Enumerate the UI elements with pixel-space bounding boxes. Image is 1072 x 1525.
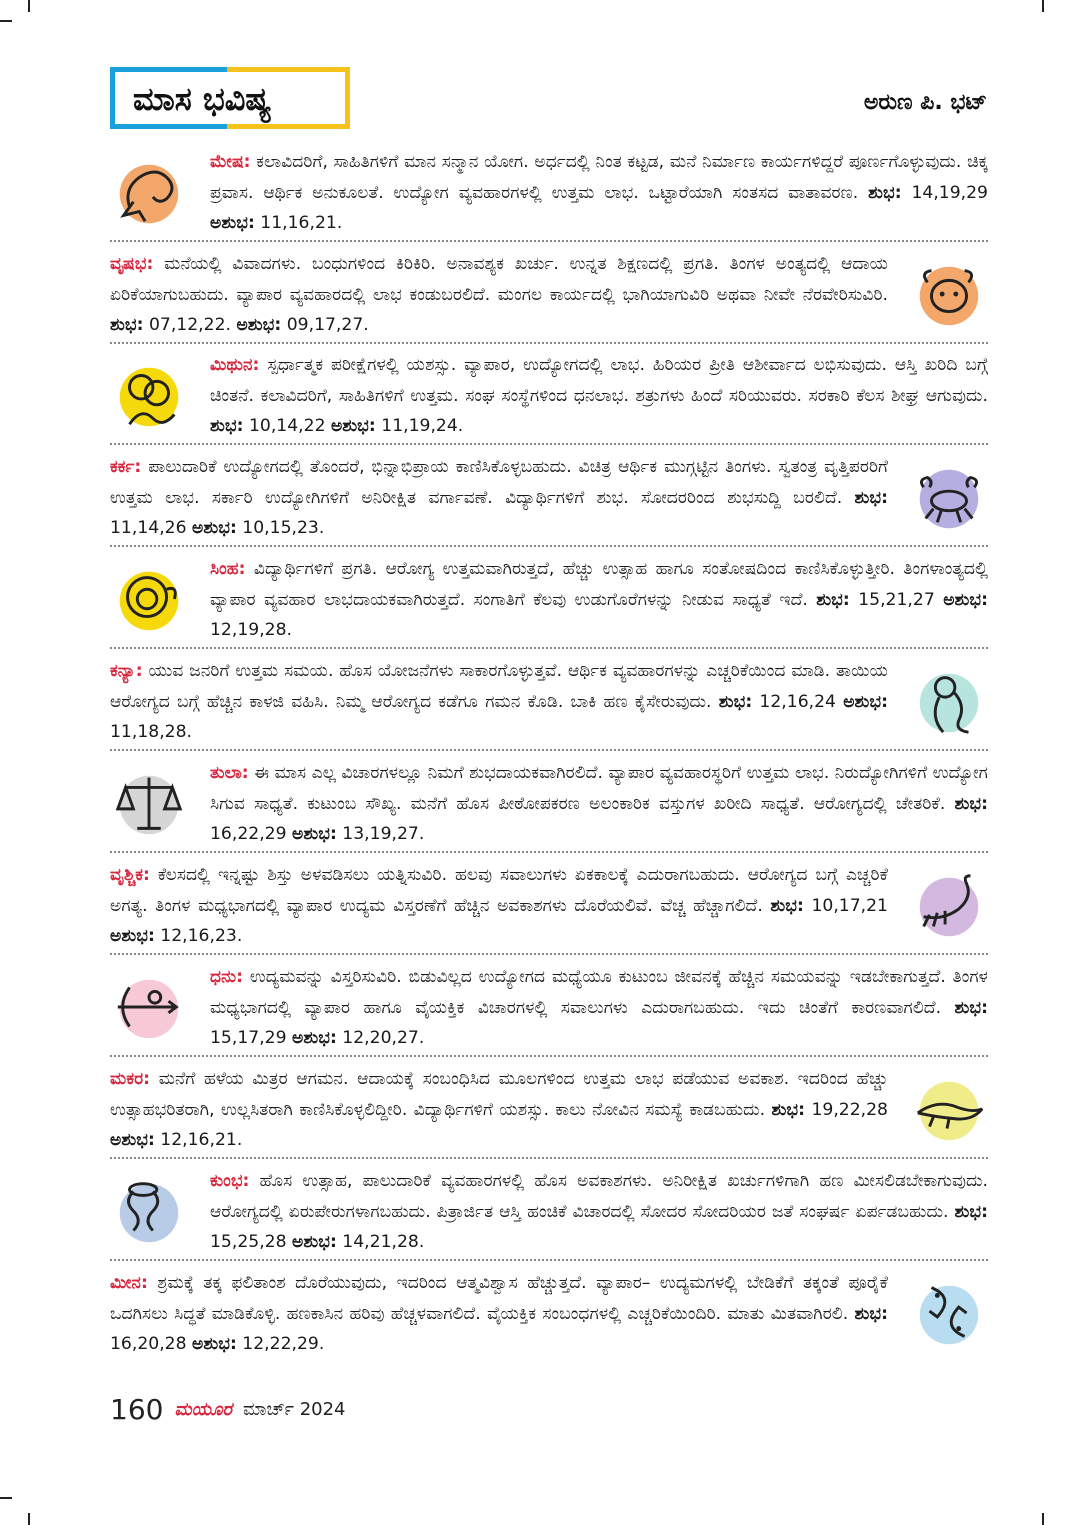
dotted-divider [110,1055,988,1057]
dotted-divider [110,1259,988,1261]
forecast-body: ವಿದ್ಯಾರ್ಥಿಗಳಿಗೆ ಪ್ರಗತಿ. ಆರೋಗ್ಯ ಉತ್ತಮವಾಗಿರುತ್ತದೆ, ಹೆಚ್ಚು ಉತ್ಸಾಹ ಹಾಗೂ ಸಂತೋಷದಿಂದ ಕಾಣಿಸಿಕೊಳ್ಳುತ್ತೀರಿ. ತಿಂಗಳಾಂತ್ಯದಲ್ಲಿ ವ್ಯಾಪಾರ ವ್ಯವಹಾರ ಲಾಭದಾಯಕವಾಗಿರುತ್ತದೆ. ಸಂಗಾತಿಗೆ ಕೆಲವು ಉಡುಗೊರೆಗಳನ್ನು ನೀಡುವ ಸಾಧ್ಯತೆ ಇದೆ. [210,559,988,610]
dotted-divider [110,953,988,955]
bad-days-label: ಅಶುಭ: [292,824,337,844]
dotted-divider [110,749,988,751]
sign-name: ಮೇಷ: [210,152,251,172]
good-days-value: 16,20,28 [110,1334,193,1354]
bad-days-value: 14,21,28. [336,1232,425,1252]
bad-days-value: 12,16,23. [154,926,243,946]
issue-date: ಮಾರ್ಚ್ 2024 [243,1399,346,1420]
good-days-label: ಶುಭ: [110,315,144,335]
bad-days-label: ಅಶುಭ: [292,1232,337,1252]
forecast-body: ಈ ಮಾಸ ಎಲ್ಲ ವಿಚಾರಗಳಲ್ಲೂ ನಿಮಗೆ ಶುಭದಾಯಕವಾಗಿರಲಿದೆ. ವ್ಯಾಪಾರ ವ್ಯವಹಾರಸ್ಥರಿಗೆ ಉತ್ತಮ ಲಾಭ. ನಿರುದ್ಯೋಗಿಗಳಿಗೆ ಉದ್ಯೋಗ ಸಿಗುವ ಸಾಧ್ಯತೆ. ಕುಟುಂಬ ಸೌಖ್ಯ. ಮನೆಗೆ ಹೊಸ ಪೀಠೋಪಕರಣ ಅಲಂಕಾರಿಕ ವಸ್ತುಗಳ ಖರೀದಿ ಸಾಧ್ಯತೆ. ಆರೋಗ್ಯದಲ್ಲಿ ಚೇತರಿಕೆ. [210,763,988,814]
crop-mark [28,1513,30,1525]
bull-icon [910,255,988,333]
forecast-body: ಪಾಲುದಾರಿಕೆ ಉದ್ಯೋಗದಲ್ಲಿ ತೊಂದರೆ, ಭಿನ್ನಾಭಿಪ್ರಾಯ ಕಾಣಿಸಿಕೊಳ್ಳಬಹುದು. ವಿಚಿತ್ರ ಆರ್ಥಿಕ ಮುಗ್ಗಟ್ಟಿನ ತಿಂಗಳು. ಸ್ವತಂತ್ರ ವೃತ್ತಿಪರರಿಗೆ ಉತ್ತಮ ಲಾಭ. ಸರ್ಕಾರಿ ಉದ್ಯೋಗಿಗಳಿಗೆ ಅನಿರೀಕ್ಷಿತ ವರ್ಗಾವಣೆ. ವಿದ್ಯಾರ್ಥಿಗಳಿಗೆ ಶುಭ. ಸೋದರರಿಂದ ಶುಭಸುದ್ದಿ ಬರಲಿದೆ. [110,457,888,508]
horoscope-entry [110,656,988,748]
good-days-label: ಶುಭ: [954,997,988,1018]
bad-days-label: ಅಶುಭ: [292,1028,337,1048]
horoscope-text [210,350,988,442]
sign-name: ಧನು: [210,967,243,987]
horoscope-text [210,962,988,1054]
horoscope-entry [110,1268,988,1360]
sign-name: ಮಿಥುನ: [210,355,260,375]
maiden-icon [910,662,988,740]
bad-days-label: ಅಶುಭ: [210,213,255,233]
sign-name: ಮೀನ: [110,1273,148,1293]
forecast-body: ಯುವ ಜನರಿಗೆ ಉತ್ತಮ ಸಮಯ. ಹೊಸ ಯೋಜನೆಗಳು ಸಾಕಾರಗೊಳ್ಳುತ್ತವೆ. ಆರ್ಥಿಕ ವ್ಯವಹಾರಗಳನ್ನು ಎಚ್ಚರಿಕೆಯಿಂದ ಮಾಡಿ. ತಾಯಿಯ ಆರೋಗ್ಯದ ಬಗ್ಗೆ ಹೆಚ್ಚಿನ ಕಾಳಜಿ ವಹಿಸಿ. ನಿಮ್ಮ ಆರೋಗ್ಯದ ಕಡೆಗೂ ಗಮನ ಕೊಡಿ. ಬಾಕಿ ಹಣ ಕೈಸೇರುವುದು. [110,661,888,712]
forecast-body: ಮನೆಯಲ್ಲಿ ವಿವಾದಗಳು. ಬಂಧುಗಳಿಂದ ಕಿರಿಕಿರಿ. ಅನಾವಶ್ಯಕ ಖರ್ಚು. ಉನ್ನತ ಶಿಕ್ಷಣದಲ್ಲಿ ಪ್ರಗತಿ. ತಿಂಗಳ ಅಂತ್ಯದಲ್ಲಿ ಆದಾಯ ಏರಿಕೆಯಾಗುಬಹುದು. ವ್ಯಾಪಾರ ವ್ಯವಹಾರದಲ್ಲಿ ಲಾಭ ಕಂಡುಬರಲಿದೆ. ಮಂಗಲ ಕಾರ್ಯದಲ್ಲಿ ಭಾಗಿಯಾಗುವಿರಿ ಅಥವಾ ನೀವೇ ನೆರವೇರಿಸುವಿರಿ. [110,254,888,305]
crop-mark [1042,1513,1044,1525]
sign-name: ತುಲಾ: [210,763,249,783]
ram-icon [110,153,188,231]
good-days-value: 15,25,28 [210,1232,293,1252]
bad-days-label: ಅಶುಭ: [330,416,376,436]
bad-days-label: ಅಶುಭ: [943,589,989,610]
bad-days-value: 12,22,29. [236,1334,325,1354]
horoscope-text [110,249,888,341]
page-number: 160 [110,1393,164,1426]
bad-days-value: 09,17,27. [281,315,369,335]
horoscope-text [110,656,888,748]
dotted-divider [110,443,988,445]
scorpion-icon [910,866,988,944]
dotted-divider [110,647,988,649]
good-days-value: 19,22,28 [805,1099,888,1120]
horoscope-entry [110,1064,988,1156]
horoscope-entry [110,860,988,952]
crop-mark [28,0,30,12]
good-days-label: ಶುಭ: [854,1303,888,1324]
dotted-divider [110,240,988,242]
good-days-value: 16,22,29 [210,824,293,844]
good-days-label: ಶುಭ: [718,691,753,712]
bad-days-label: ಅಶುಭ: [192,518,237,538]
good-days-label: ಶುಭ: [770,895,804,916]
crab-icon [910,458,988,536]
sign-name: ವೃಷಭ: [110,254,154,274]
good-days-value: 15,21,27 [849,589,944,610]
bad-days-label: ಅಶುಭ: [236,315,282,335]
twins-icon [110,356,188,434]
bad-days-label: ಅಶುಭ: [110,926,155,946]
crop-mark [1042,0,1044,12]
page-footer [110,1393,346,1426]
bad-days-label: ಅಶುಭ: [110,1130,155,1150]
crop-mark [0,1497,12,1499]
good-days-label: ಶುಭ: [771,1099,806,1120]
bad-days-value: 12,19,28. [210,620,293,640]
good-days-value: 11,14,26 [110,518,193,538]
horoscope-entry [110,554,988,646]
fish-icon [910,1274,988,1352]
good-days-value: 14,19,29 [901,182,988,203]
bad-days-value: 11,16,21. [254,213,343,233]
dotted-divider [110,545,988,547]
dotted-divider [110,851,988,853]
horoscope-text [110,1064,888,1156]
horoscope-entry [110,758,988,850]
forecast-body: ಶ್ರಮಕ್ಕೆ ತಕ್ಕ ಫಲಿತಾಂಶ ದೊರೆಯುವುದು, ಇದರಿಂದ ಆತ್ಮವಿಶ್ವಾಸ ಹೆಚ್ಚುತ್ತದೆ. ವ್ಯಾಪಾರ– ಉದ್ಯಮಗಳಲ್ಲಿ ಬೇಡಿಕೆಗೆ ತಕ್ಕಂತೆ ಪೂರೈಕೆ ಒದಗಿಸಲು ಸಿದ್ಧತೆ ಮಾಡಿಕೊಳ್ಳಿ. ಹಣಕಾಸಿನ ಹರಿವು ಹೆಚ್ಚಳವಾಗಲಿದೆ. ವೈಯಕ್ತಿಕ ಸಂಬಂಧಗಳಲ್ಲಿ ಎಚ್ಚರಿಕೆಯಿಂದಿರಿ. ಮಾತು ಮಿತವಾಗಿರಲಿ. [110,1273,888,1324]
crocodile-icon [910,1070,988,1148]
bad-days-label: ಅಶುಭ: [843,691,889,712]
horoscope-text [110,1268,888,1360]
archer-icon [110,968,188,1046]
good-days-value: 12,16,24 [752,691,844,712]
horoscope-text [210,554,988,646]
horoscope-entry [110,1166,988,1258]
author-name: ಅರುಣ ಪಿ. ಭಟ್ [863,90,987,115]
bad-days-value: 12,16,21. [154,1130,243,1150]
forecast-body: ಮನೆಗೆ ಹಳೆಯ ಮಿತ್ರರ ಆಗಮನ. ಆದಾಯಕ್ಕೆ ಸಂಬಂಧಿಸಿದ ಮೂಲಗಳಿಂದ ಉತ್ತಮ ಲಾಭ ಪಡೆಯುವ ಅವಕಾಶ. ಇದರಿಂದ ಹೆಚ್ಚು ಉತ್ಸಾಹಭರಿತರಾಗಿ, ಉಲ್ಲಸಿತರಾಗಿ ಕಾಣಿಸಿಕೊಳ್ಳಲಿದ್ದೀರಿ. ವಿದ್ಯಾರ್ಥಿಗಳಿಗೆ ಯಶಸ್ಸು. ಕಾಲು ನೋವಿನ ಸಮಸ್ಯೆ ಕಾಡಬಹುದು. [110,1069,888,1120]
forecast-body: ಉದ್ಯಮವನ್ನು ವಿಸ್ತರಿಸುವಿರಿ. ಬಿಡುವಿಲ್ಲದ ಉದ್ಯೋಗದ ಮಧ್ಯೆಯೂ ಕುಟುಂಬ ಜೀವನಕ್ಕೆ ಹೆಚ್ಚಿನ ಸಮಯವನ್ನು ಇಡಬೇಕಾಗುತ್ತದೆ. ತಿಂಗಳ ಮಧ್ಯಭಾಗದಲ್ಲಿ ವ್ಯಾಪಾರ ಹಾಗೂ ವೈಯಕ್ತಿಕ ವಿಚಾರಗಳಲ್ಲಿ ಸವಾಲುಗಳು ಎದುರಾಗಬಹುದು. ಇದು ಚಿಂತೆಗೆ ಕಾರಣವಾಗಲಿದೆ. [210,967,988,1018]
bad-days-value: 11,19,24. [375,416,464,436]
crop-mark [0,20,12,22]
sign-name: ಸಿಂಹ: [210,559,246,579]
horoscope-text [210,758,988,850]
horoscope-entry [110,147,988,239]
sign-name: ಕರ್ಕ: [110,457,142,477]
horoscope-entry [110,350,988,442]
bad-days-label: ಅಶುಭ: [192,1334,237,1354]
horoscope-text [210,147,988,239]
bad-days-value: 10,15,23. [236,518,325,538]
good-days-label: ಶುಭ: [210,416,244,436]
scales-icon [110,764,188,842]
lion-icon [110,560,188,638]
horoscope-text [110,452,888,544]
horoscope-text [210,1166,988,1258]
page-title-box [110,67,350,129]
forecast-body: ಹೊಸ ಉತ್ಸಾಹ, ಪಾಲುದಾರಿಕೆ ವ್ಯವಹಾರಗಳಲ್ಲಿ ಹೊಸ ಅವಕಾಶಗಳು. ಅನಿರೀಕ್ಷಿತ ಖರ್ಚುಗಳಿಗಾಗಿ ಹಣ ಮೀಸಲಿಡಬೇಕಾಗುವುದು. ಆರೋಗ್ಯದಲ್ಲಿ ಏರುಪೇರುಗಳಾಗಬಹುದು. ಪಿತ್ರಾರ್ಜಿತ ಆಸ್ತಿ ಹಂಚಿಕೆ ವಿಚಾರದಲ್ಲಿ ಸೋದರ ಸೋದರಿಯರ ಜತೆ ಸಂಘರ್ಷ ಏರ್ಪಡಬಹುದು. [210,1171,988,1222]
magazine-logo: ಮಯೂರ [174,1399,232,1420]
sign-name: ಕುಂಭ: [210,1171,250,1191]
horoscope-entry [110,249,988,341]
good-days-label: ಶುಭ: [854,487,888,508]
dotted-divider [110,342,988,344]
bad-days-value: 13,19,27. [336,824,425,844]
sign-name: ಮಕರ: [110,1069,151,1089]
bad-days-value: 12,20,27. [336,1028,425,1048]
good-days-label: ಶುಭ: [816,589,850,610]
forecast-body: ಸ್ಪರ್ಧಾತ್ಮಕ ಪರೀಕ್ಷೆಗಳಲ್ಲಿ ಯಶಸ್ಸು. ವ್ಯಾಪಾರ, ಉದ್ಯೋಗದಲ್ಲಿ ಲಾಭ. ಹಿರಿಯರ ಪ್ರೀತಿ ಆಶೀರ್ವಾದ ಲಭಿಸುವುದು. ಆಸ್ತಿ ಖರಿದಿ ಬಗ್ಗೆ ಚಿಂತನೆ. ಕಲಾವಿದರಿಗೆ, ಸಾಹಿತಿಗಳಿಗೆ ಉತ್ತಮ. ಸಂಘ ಸಂಸ್ಥೆಗಳಿಂದ ಧನಲಾಭ. ಶತ್ರುಗಳು ಹಿಂದೆ ಸರಿಯುವರು. ಸರಕಾರಿ ಕೆಲಸ ಶೀಘ್ರ ಆಗುವುದು. [210,355,988,406]
horoscope-entry [110,452,988,544]
forecast-body: ಕೆಲಸದಲ್ಲಿ ಇನ್ನಷ್ಟು ಶಿಸ್ತು ಅಳವಡಿಸಲು ಯತ್ನಿಸುವಿರಿ. ಹಲವು ಸವಾಲುಗಳು ಏಕಕಾಲಕ್ಕೆ ಎದುರಾಗಬಹುದು. ಆರೋಗ್ಯದ ಬಗ್ಗೆ ಎಚ್ಚರಿಕೆ ಅಗತ್ಯ. ತಿಂಗಳ ಮಧ್ಯಭಾಗದಲ್ಲಿ ವ್ಯಾಪಾರ ಉದ್ಯಮ ವಿಸ್ತರಣೆಗೆ ಹೆಚ್ಚಿನ ಅವಕಾಶಗಳು ದೊರೆಯಲಿವೆ. ವೆಚ್ಚ ಹೆಚ್ಚಾಗಲಿದೆ. [110,865,888,916]
good-days-label: ಶುಭ: [868,182,902,203]
good-days-label: ಶುಭ: [954,793,988,814]
good-days-value: 10,14,22 [243,416,331,436]
good-days-value: 10,17,21 [803,895,888,916]
good-days-label: ಶುಭ: [954,1201,988,1222]
page-title: ಮಾಸ ಭವಿಷ್ಯ [133,80,272,118]
forecast-body: ಕಲಾವಿದರಿಗೆ, ಸಾಹಿತಿಗಳಿಗೆ ಮಾನ ಸನ್ಮಾನ ಯೋಗ. ಅರ್ಧದಲ್ಲಿ ನಿಂತ ಕಟ್ಟಡ, ಮನೆ ನಿರ್ಮಾಣ ಕಾರ್ಯಗಳಿದ್ದರೆ ಪೂರ್ಣಗೊಳ್ಳುವುದು. ಚಿಕ್ಕ ಪ್ರವಾಸ. ಆರ್ಥಿಕ ಅನುಕೂಲತೆ. ಉದ್ಯೋಗ ವ್ಯವಹಾರಗಳಲ್ಲಿ ಉತ್ತಮ ಲಾಭ. ಒಟ್ಟಾರೆಯಾಗಿ ಸಂತಸದ ವಾತಾವರಣ. [210,152,988,203]
good-days-value: 07,12,22. [143,315,237,335]
bad-days-value: 11,18,28. [110,722,193,742]
sign-name: ವೃಶ್ಚಿಕ: [110,865,150,885]
good-days-value: 15,17,29 [210,1028,293,1048]
horoscope-text [110,860,888,952]
water-bearer-icon [110,1172,188,1250]
horoscope-entry [110,962,988,1054]
dotted-divider [110,1157,988,1159]
sign-name: ಕನ್ಯಾ: [110,661,143,681]
